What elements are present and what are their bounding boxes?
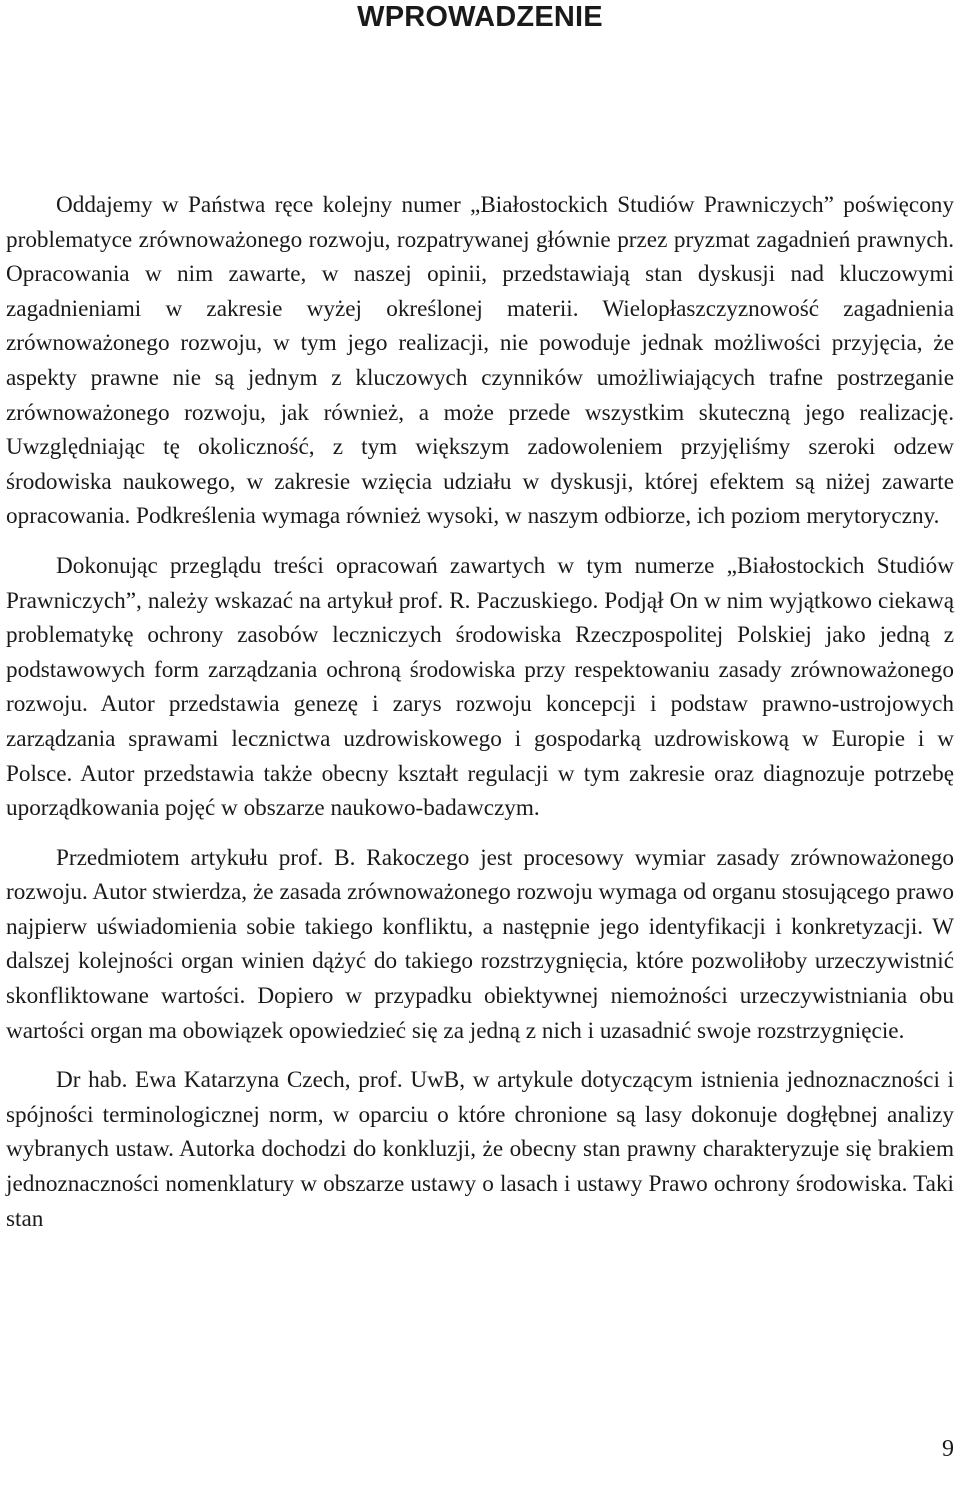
article-body bbox=[6, 188, 954, 1251]
page-number: 9 bbox=[942, 1436, 954, 1462]
paragraph-rakoczy-article: Przedmiotem artykułu prof. B. Rakoczego jest procesowy wymiar zasady zrównoważonego rozwoju. Autor stwierdza, że zasada zrównoważonego rozwoju wymaga od organu stosującego prawo najpierw uświadomienia sobie takiego konfliktu, a następnie jego identyfikacji i konkretyzacji. W dalszej kolejności organ winien dążyć do takiego rozstrzygnięcia, które pozwoliłoby urzeczywistnić skonfliktowane wartości. Dopiero w przypadku obiektywnej niemożności urzeczywistniania obu wartości organ ma obowiązek opowiedzieć się za jedną z nich i uzasadnić swoje rozstrzygnięcie. bbox=[6, 844, 954, 1044]
paragraph-czech-article: Dr hab. Ewa Katarzyna Czech, prof. UwB, w artykule dotyczącym istnienia jednoznaczności i spójności terminologicznej norm, w oparciu o które chronione są lasy dokonuje dogłębnej analizy wybranych ustaw. Autorka dochodzi do konkluzji, że obecny stan prawny charakteryzuje się brakiem jednoznaczności nomenklatury w obszarze ustawy o lasach i ustawy Prawo ochrony środowiska. Taki stan bbox=[6, 1067, 954, 1232]
paragraph-paczuski-article: Dokonując przeglądu treści opracowań zawartych w tym numerze „Białostockich Studiów Prawniczych”, należy wskazać na artykuł prof. R. Paczuskiego. Podjął On w nim wyjątkowo ciekawą problematykę ochrony zasobów leczniczych środowiska Rzeczpospolitej Polskiej jako jedną z podstawowych form zarządzania ochroną środowiska przy respektowaniu zasady zrównoważonego rozwoju. Autor przedstawia genezę i zarys rozwoju koncepcji i podstaw prawno-ustrojowych zarządzania sprawami lecznictwa uzdrowiskowego i gospodarką uzdrowiskową w Europie i w Polsce. Autor przedstawia także obecny kształt regulacji w tym zakresie oraz diagnozuje potrzebę uporządkowania pojęć w obszarze naukowo-badawczym. bbox=[6, 552, 954, 822]
paragraph-introduction: Oddajemy w Państwa ręce kolejny numer „Białostockich Studiów Prawniczych” poświęcony problematyce zrównoważonego rozwoju, rozpatrywanej głównie przez pryzmat zagadnień prawnych. Opracowania w nim zawarte, w naszej opinii, przedstawiają stan dyskusji nad kluczowymi zagadnieniami w zakresie wyżej określonej materii. Wielopłaszczyznowość zagadnienia zrównoważonego rozwoju, w tym jego realizacji, nie powoduje jednak możliwości przyjęcia, że aspekty prawne nie są jednym z kluczowych czynników umożliwiających trafne postrzeganie zrównoważonego rozwoju, jak również, a może przede wszystkim skuteczną jego realizację. Uwzględniając tę okoliczność, z tym większym zadowoleniem przyjęliśmy szeroki odzew środowiska naukowego, w zakresie wzięcia udziału w dyskusji, której efektem są niżej zawarte opracowania. Podkreślenia wymaga również wysoki, w naszym odbiorze, ich poziom merytoryczny. bbox=[6, 192, 954, 530]
page-title: WPROWADZENIE bbox=[357, 1, 603, 33]
